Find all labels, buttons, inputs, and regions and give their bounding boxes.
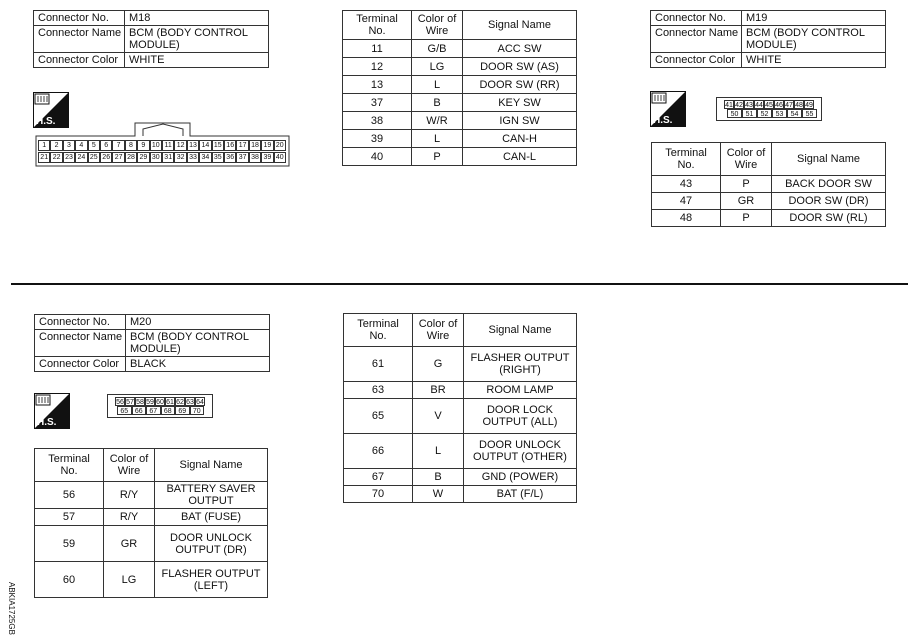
connector-name-value: BCM (BODY CONTROL MODULE) [125,26,269,53]
terminal-cell: 40 [343,148,412,166]
connector-pin: 14 [199,140,211,151]
connector-pin: 34 [199,152,211,163]
connector-no-value: M18 [125,11,269,26]
wire-color-cell: R/Y [104,482,155,509]
terminal-cell: 38 [343,112,412,130]
signal-name-cell: KEY SW [463,94,577,112]
signal-name-cell: DOOR UNLOCK OUTPUT (OTHER) [464,434,577,469]
connector-pin: 1 [38,140,50,151]
connector-pin: 44 [755,102,763,109]
connector-pin: 64 [196,399,204,406]
connector-pin: 41 [725,102,733,109]
wire-color-cell: G [413,347,464,382]
terminal-cell: 47 [652,193,721,210]
wire-color-cell: P [412,148,463,166]
connector-pin: 47 [785,102,793,109]
wire-color-cell: L [412,76,463,94]
m20-signal-table-left [34,448,268,598]
connector-pin: 3 [63,140,75,151]
section-divider [11,283,908,285]
connector-pin: 2 [50,140,62,151]
connector-color-label: Connector Color [34,53,125,68]
table-row [35,482,268,509]
signal-name-header: Signal Name [155,449,268,482]
connector-pin: 43 [745,102,753,109]
signal-name-header: Signal Name [772,143,886,176]
connector-pin: 48 [795,102,803,109]
connector-pin: 6 [100,140,112,151]
wire-color-cell: LG [104,562,155,598]
wire-color-cell: LG [412,58,463,76]
connector-pin: 21 [38,152,50,163]
signal-name-cell: CAN-H [463,130,577,148]
connector-pin: 25 [88,152,100,163]
connector-pin: 69 [175,406,190,415]
connector-pin: 29 [137,152,149,163]
connector-pin: 22 [50,152,62,163]
terminal-cell: 60 [35,562,104,598]
connector-pin: 50 [727,109,742,118]
connector-pin: 12 [174,140,186,151]
m19-info-table [650,10,886,68]
signal-name-cell: DOOR SW (AS) [463,58,577,76]
connector-pin: 60 [156,399,164,406]
terminal-cell: 43 [652,176,721,193]
connector-pin: 11 [162,140,174,151]
terminal-cell: 12 [343,58,412,76]
color-of-wire-header: Color of Wire [412,11,463,40]
connector-pin: 37 [236,152,248,163]
m20-info-table [34,314,270,372]
hs-label: H.S. [653,115,673,126]
color-of-wire-header: Color of Wire [413,314,464,347]
connector-pin: 55 [802,109,817,118]
connector-color-label: Connector Color [651,53,742,68]
m19-connector-face [716,97,822,121]
connector-pin: 4 [75,140,87,151]
wire-color-cell: W/R [412,112,463,130]
wire-color-cell: R/Y [104,509,155,526]
terminal-cell: 11 [343,40,412,58]
terminal-cell: 67 [344,469,413,486]
harness-side-icon [34,393,70,429]
connector-pin: 59 [146,399,154,406]
terminal-no-header: Terminal No. [35,449,104,482]
signal-name-cell: DOOR SW (DR) [772,193,886,210]
wire-color-cell: B [412,94,463,112]
connector-pin: 51 [742,109,757,118]
table-row [343,148,577,166]
signal-name-cell: BAT (F/L) [464,486,577,503]
signal-name-cell: BATTERY SAVER OUTPUT [155,482,268,509]
connector-pin: 62 [176,399,184,406]
table-row [344,399,577,434]
connector-pin: 66 [132,406,147,415]
wire-color-cell: G/B [412,40,463,58]
terminal-cell: 13 [343,76,412,94]
connector-no-label: Connector No. [34,11,125,26]
signal-name-cell: BACK DOOR SW [772,176,886,193]
hs-label: H.S. [37,417,57,428]
terminal-cell: 48 [652,210,721,227]
connector-pin: 9 [137,140,149,151]
connector-pin: 28 [125,152,137,163]
terminal-no-header: Terminal No. [344,314,413,347]
connector-pin: 40 [274,152,286,163]
table-row [343,40,577,58]
signal-name-cell: DOOR SW (RL) [772,210,886,227]
connector-pin: 10 [150,140,162,151]
connector-pin: 63 [186,399,194,406]
connector-pin: 57 [126,399,134,406]
table-row [343,94,577,112]
connector-pin: 8 [125,140,137,151]
connector-pin: 36 [224,152,236,163]
connector-pin: 61 [166,399,174,406]
connector-pin: 67 [146,406,161,415]
connector-pin: 45 [765,102,773,109]
m20-signal-table-right [343,313,577,503]
table-row [344,486,577,503]
terminal-cell: 59 [35,526,104,562]
connector-no-value: M19 [742,11,886,26]
connector-name-label: Connector Name [35,330,126,357]
connector-pin: 68 [161,406,176,415]
connector-color-value: WHITE [125,53,269,68]
connector-pin: 70 [190,406,205,415]
m18-signal-table [342,10,577,166]
table-row [343,76,577,94]
wire-color-cell: P [721,176,772,193]
terminal-cell: 56 [35,482,104,509]
connector-pin: 5 [88,140,100,151]
hs-label: H.S. [36,116,56,127]
connector-pin: 17 [236,140,248,151]
connector-no-label: Connector No. [35,315,126,330]
connector-pin: 52 [757,109,772,118]
wire-color-cell: GR [721,193,772,210]
connector-pin: 23 [63,152,75,163]
connector-pin: 18 [249,140,261,151]
signal-name-cell: IGN SW [463,112,577,130]
table-row [343,130,577,148]
connector-pin: 15 [212,140,224,151]
signal-name-cell: DOOR LOCK OUTPUT (ALL) [464,399,577,434]
table-row [344,347,577,382]
terminal-cell: 39 [343,130,412,148]
connector-no-label: Connector No. [651,11,742,26]
connector-pin: 31 [162,152,174,163]
terminal-cell: 65 [344,399,413,434]
table-row [35,509,268,526]
connector-no-value: M20 [126,315,270,330]
terminal-cell: 66 [344,434,413,469]
connector-pin: 35 [212,152,224,163]
connector-pin: 24 [75,152,87,163]
wire-color-cell: P [721,210,772,227]
signal-name-cell: FLASHER OUTPUT (RIGHT) [464,347,577,382]
connector-pin: 33 [187,152,199,163]
m19-signal-table [651,142,886,227]
connector-pin: 65 [117,406,132,415]
connector-pin: 20 [274,140,286,151]
terminal-cell: 37 [343,94,412,112]
wire-color-cell: GR [104,526,155,562]
signal-name-header: Signal Name [464,314,577,347]
signal-name-cell: FLASHER OUTPUT (LEFT) [155,562,268,598]
connector-pin: 53 [772,109,787,118]
signal-name-cell: GND (POWER) [464,469,577,486]
m18-connector-face [35,120,290,168]
connector-pin: 27 [112,152,124,163]
terminal-cell: 57 [35,509,104,526]
connector-pin: 26 [100,152,112,163]
table-row [652,193,886,210]
connector-pin: 30 [150,152,162,163]
connector-name-label: Connector Name [651,26,742,53]
wire-color-cell: W [413,486,464,503]
connector-pin: 38 [249,152,261,163]
terminal-cell: 61 [344,347,413,382]
connector-name-value: BCM (BODY CONTROL MODULE) [126,330,270,357]
connector-pin: 19 [261,140,273,151]
signal-name-header: Signal Name [463,11,577,40]
connector-pin: 32 [174,152,186,163]
harness-side-icon [650,91,686,127]
terminal-cell: 63 [344,382,413,399]
connector-pin: 54 [787,109,802,118]
table-row [344,434,577,469]
connector-name-label: Connector Name [34,26,125,53]
signal-name-cell: DOOR SW (RR) [463,76,577,94]
table-row [652,210,886,227]
wire-color-cell: L [412,130,463,148]
signal-name-cell: CAN-L [463,148,577,166]
table-row [343,112,577,130]
color-of-wire-header: Color of Wire [721,143,772,176]
table-row [35,562,268,598]
table-row [343,58,577,76]
m20-connector-face [107,394,213,418]
table-row [344,469,577,486]
signal-name-cell: DOOR UNLOCK OUTPUT (DR) [155,526,268,562]
wire-color-cell: BR [413,382,464,399]
connector-pin: 56 [116,399,124,406]
connector-pin: 39 [261,152,273,163]
wire-color-cell: L [413,434,464,469]
figure-code-text: ABKIA1725GB [7,582,16,635]
signal-name-cell: ROOM LAMP [464,382,577,399]
color-of-wire-header: Color of Wire [104,449,155,482]
connector-pin: 46 [775,102,783,109]
signal-name-cell: BAT (FUSE) [155,509,268,526]
m18-info-table [33,10,269,68]
connector-pin: 49 [805,102,813,109]
connector-name-value: BCM (BODY CONTROL MODULE) [742,26,886,53]
wire-color-cell: V [413,399,464,434]
table-row [35,526,268,562]
wire-color-cell: B [413,469,464,486]
connector-color-value: BLACK [126,357,270,372]
connector-pin: 13 [187,140,199,151]
connector-color-value: WHITE [742,53,886,68]
table-row [344,382,577,399]
signal-name-cell: ACC SW [463,40,577,58]
connector-pin: 7 [112,140,124,151]
terminal-no-header: Terminal No. [652,143,721,176]
connector-pin: 58 [136,399,144,406]
table-row [652,176,886,193]
terminal-cell: 70 [344,486,413,503]
terminal-no-header: Terminal No. [343,11,412,40]
connector-color-label: Connector Color [35,357,126,372]
connector-pin: 42 [735,102,743,109]
connector-pin: 16 [224,140,236,151]
figure-code [0,582,16,636]
